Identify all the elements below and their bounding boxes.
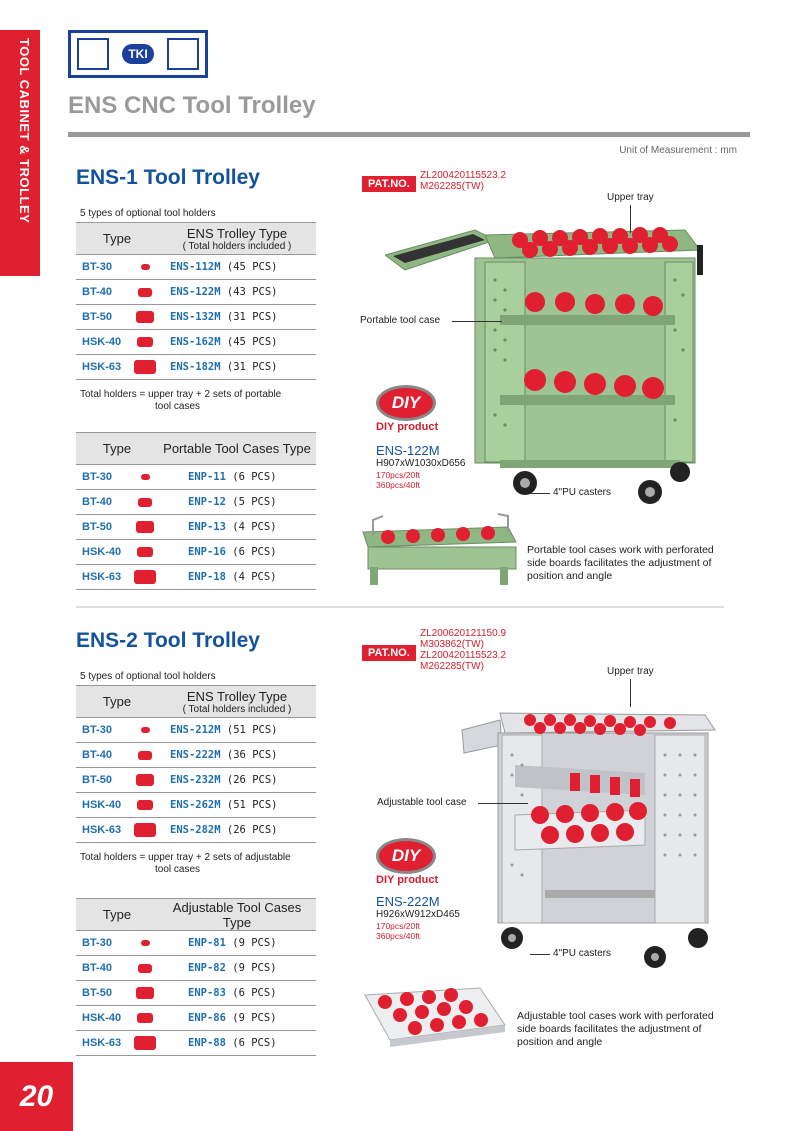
- table-row: [76, 1031, 316, 1056]
- side-tab-label: TOOL CABINET & TROLLEY: [17, 38, 32, 224]
- holder-type: HSK-63: [76, 818, 132, 843]
- holder-type: BT-40: [76, 280, 132, 305]
- holder-qty: (45 PCS): [226, 261, 278, 273]
- ens2-note-2: tool cases: [155, 864, 201, 875]
- ens1-callout-line: [530, 493, 550, 494]
- holder-icon: [136, 311, 154, 323]
- trolley-model: ENS-182M: [170, 361, 221, 373]
- trolley-model: ENS-232M: [170, 774, 221, 786]
- caption-line: Portable tool cases work with perforated: [527, 544, 714, 556]
- case-model: ENP-88: [188, 1037, 226, 1049]
- holder-icon: [137, 547, 153, 557]
- case-qty: (6 PCS): [232, 987, 277, 999]
- case-qty: (9 PCS): [232, 937, 277, 949]
- ens1-intro: 5 types of optional tool holders: [80, 208, 216, 219]
- ens2-title: ENS-2 Tool Trolley: [76, 629, 260, 652]
- patent-number: M262285(TW): [420, 661, 484, 672]
- table-row: [76, 540, 316, 565]
- col-model-title: ENS Trolley Type: [186, 688, 288, 704]
- ens1-callout-casters: 4"PU casters: [553, 487, 612, 498]
- page-number: 20: [0, 1062, 73, 1131]
- table-row: [76, 330, 316, 355]
- col-model-header: [158, 686, 316, 718]
- table-row: [76, 981, 316, 1006]
- col-model-sub: ( Total holders included ): [182, 703, 292, 715]
- ens2-pcs-20ft: 170pcs/20ft: [376, 921, 420, 931]
- holder-qty: (26 PCS): [226, 774, 278, 786]
- caption-line: position and angle: [527, 570, 613, 582]
- holder-qty: (43 PCS): [226, 286, 278, 298]
- case-qty: (4 PCS): [232, 521, 277, 533]
- col-model-header: Adjustable Tool Cases Type: [158, 899, 316, 931]
- col-model-sub: ( Total holders included ): [182, 240, 292, 252]
- table-row: [76, 515, 316, 540]
- holder-type: BT-50: [76, 515, 132, 540]
- holder-qty: (51 PCS): [226, 724, 278, 736]
- holder-icon: [138, 498, 152, 507]
- holder-icon: [137, 337, 153, 347]
- table-row: [76, 768, 316, 793]
- holder-type: BT-30: [76, 931, 132, 956]
- holder-icon: [138, 288, 152, 297]
- table-row: [76, 956, 316, 981]
- holder-type: HSK-63: [76, 1031, 132, 1056]
- caption-line: side boards facilitates the adjustment of: [527, 557, 712, 569]
- trolley-model: ENS-282M: [170, 824, 221, 836]
- side-tab: [0, 30, 40, 276]
- col-type-header: Type: [76, 223, 158, 255]
- table-row: [76, 490, 316, 515]
- holder-type: BT-50: [76, 981, 132, 1006]
- holder-icon: [136, 521, 154, 533]
- holder-icon: [134, 570, 156, 584]
- patent-number: ZL200620121150.9: [420, 628, 507, 639]
- col-model-header: [158, 223, 316, 255]
- ens1-model: ENS-122M: [376, 443, 440, 458]
- case-model: ENP-83: [188, 987, 226, 999]
- ens2-adjustable-case-illustration: [360, 980, 510, 1050]
- ens2-note-1: Total holders = upper tray + 2 sets of adjustable: [80, 852, 291, 863]
- holder-icon: [137, 1013, 153, 1023]
- ens2-patent-badge: PAT.NO.: [362, 645, 416, 661]
- case-model: ENP-82: [188, 962, 226, 974]
- trolley-model: ENS-262M: [170, 799, 221, 811]
- section-divider: [76, 606, 724, 608]
- holder-icon: [138, 751, 152, 760]
- ens1-callout-line: [630, 205, 631, 233]
- holder-type: BT-30: [76, 255, 132, 280]
- ens2-intro: 5 types of optional tool holders: [80, 671, 216, 682]
- ens2-diy-badge: DIY: [376, 838, 436, 874]
- trolley-model: ENS-222M: [170, 749, 221, 761]
- holder-type: HSK-40: [76, 330, 132, 355]
- holder-qty: (26 PCS): [226, 824, 278, 836]
- table-row: [76, 305, 316, 330]
- holder-type: BT-50: [76, 305, 132, 330]
- case-model: ENP-18: [188, 571, 226, 583]
- holder-icon: [136, 987, 154, 999]
- ens1-pcs-20ft: 170pcs/20ft: [376, 470, 420, 480]
- holder-type: BT-40: [76, 743, 132, 768]
- patent-number: M262285(TW): [420, 181, 484, 192]
- table-row: [76, 743, 316, 768]
- case-qty: (6 PCS): [232, 471, 277, 483]
- trolley-model: ENS-212M: [170, 724, 221, 736]
- ens2-callout-line: [530, 954, 550, 955]
- ens2-case-table: [76, 898, 316, 1056]
- ens1-note-1: Total holders = upper tray + 2 sets of portable: [80, 389, 282, 400]
- caption-line: side boards facilitates the adjustment of: [517, 1023, 702, 1035]
- ens1-callout-tool-case: Portable tool case: [360, 315, 441, 326]
- ens2-callout-tool-case: Adjustable tool case: [377, 797, 467, 808]
- case-qty: (4 PCS): [232, 571, 277, 583]
- holder-icon: [134, 1036, 156, 1050]
- brand-logo: [68, 30, 208, 78]
- holder-type: HSK-40: [76, 540, 132, 565]
- holder-type: BT-40: [76, 956, 132, 981]
- holder-icon: [141, 264, 150, 270]
- ens2-callout-line: [478, 803, 528, 804]
- case-qty: (6 PCS): [232, 546, 277, 558]
- caption-line: Adjustable tool cases work with perforated: [517, 1010, 714, 1022]
- logo-right-glyph: [167, 38, 199, 70]
- table-row: [76, 280, 316, 305]
- holder-qty: (36 PCS): [226, 749, 278, 761]
- ens1-portable-case-illustration: [358, 512, 518, 587]
- col-type-header: Type: [76, 686, 158, 718]
- title-divider: [68, 132, 750, 137]
- holder-qty: (51 PCS): [226, 799, 278, 811]
- case-qty: (9 PCS): [232, 1012, 277, 1024]
- ens1-title: ENS-1 Tool Trolley: [76, 166, 260, 189]
- ens2-caption: [517, 1010, 714, 1049]
- ens1-callout-line: [452, 321, 502, 322]
- ens2-callout-line: [630, 679, 631, 707]
- holder-icon: [134, 823, 156, 837]
- ens1-patent-numbers: [420, 170, 506, 192]
- holder-icon: [141, 727, 150, 733]
- ens1-trolley-table: [76, 222, 316, 380]
- patent-number: M303862(TW): [420, 639, 484, 650]
- case-qty: (6 PCS): [232, 1037, 277, 1049]
- ens2-patent-numbers: [420, 628, 506, 672]
- holder-icon: [136, 774, 154, 786]
- ens1-patent-badge: PAT.NO.: [362, 176, 416, 192]
- table-row: [76, 818, 316, 843]
- col-model-title: ENS Trolley Type: [186, 225, 288, 241]
- holder-type: HSK-40: [76, 793, 132, 818]
- ens1-pcs-40ft: 360pcs/40ft: [376, 480, 420, 490]
- holder-qty: (31 PCS): [226, 361, 278, 373]
- ens2-trolley-table: [76, 685, 316, 843]
- ens2-callout-casters: 4"PU casters: [553, 948, 612, 959]
- ens1-caption: [527, 544, 714, 583]
- holder-type: BT-50: [76, 768, 132, 793]
- trolley-model: ENS-122M: [170, 286, 221, 298]
- ens1-case-table: [76, 432, 316, 590]
- ens1-diy-badge: DIY: [376, 385, 436, 421]
- table-row: [76, 565, 316, 590]
- holder-type: HSK-63: [76, 355, 132, 380]
- holder-icon: [138, 964, 152, 973]
- case-model: ENP-13: [188, 521, 226, 533]
- ens2-diy-label: DIY product: [376, 874, 439, 886]
- ens1-dimensions: H907xW1030xD656: [376, 458, 466, 469]
- case-model: ENP-81: [188, 937, 226, 949]
- table-row: [76, 793, 316, 818]
- unit-note: Unit of Measurement : mm: [619, 145, 737, 156]
- trolley-model: ENS-162M: [170, 336, 221, 348]
- holder-type: BT-40: [76, 490, 132, 515]
- holder-qty: (45 PCS): [226, 336, 278, 348]
- col-model-header: Portable Tool Cases Type: [158, 433, 316, 465]
- holder-qty: (31 PCS): [226, 311, 278, 323]
- patent-number: ZL200420115523.2: [420, 650, 507, 661]
- case-qty: (5 PCS): [232, 496, 277, 508]
- table-row: [76, 465, 316, 490]
- holder-type: HSK-40: [76, 1006, 132, 1031]
- logo-left-glyph: [77, 38, 109, 70]
- ens1-diy-label: DIY product: [376, 421, 439, 433]
- logo-mark: TKI: [122, 44, 153, 64]
- ens2-dimensions: H926xW912xD465: [376, 909, 460, 920]
- table-row: [76, 355, 316, 380]
- col-type-header: Type: [76, 433, 158, 465]
- holder-type: BT-30: [76, 465, 132, 490]
- case-model: ENP-16: [188, 546, 226, 558]
- ens2-pcs-40ft: 360pcs/40ft: [376, 931, 420, 941]
- caption-line: position and angle: [517, 1036, 603, 1048]
- holder-icon: [141, 474, 150, 480]
- trolley-model: ENS-112M: [170, 261, 221, 273]
- case-model: ENP-86: [188, 1012, 226, 1024]
- holder-type: HSK-63: [76, 565, 132, 590]
- table-row: [76, 931, 316, 956]
- ens1-callout-upper-tray: Upper tray: [607, 192, 654, 203]
- table-row: [76, 255, 316, 280]
- col-type-header: Type: [76, 899, 158, 931]
- ens2-trolley-illustration: [460, 695, 725, 975]
- ens2-callout-upper-tray: Upper tray: [607, 666, 654, 677]
- holder-icon: [137, 800, 153, 810]
- page-title: ENS CNC Tool Trolley: [68, 92, 316, 119]
- patent-number: ZL200420115523.2: [420, 170, 507, 181]
- holder-type: BT-30: [76, 718, 132, 743]
- trolley-model: ENS-132M: [170, 311, 221, 323]
- holder-icon: [141, 940, 150, 946]
- table-row: [76, 1006, 316, 1031]
- holder-icon: [134, 360, 156, 374]
- case-model: ENP-12: [188, 496, 226, 508]
- case-qty: (9 PCS): [232, 962, 277, 974]
- table-row: [76, 718, 316, 743]
- ens2-model: ENS-222M: [376, 894, 440, 909]
- case-model: ENP-11: [188, 471, 226, 483]
- ens1-note-2: tool cases: [155, 401, 201, 412]
